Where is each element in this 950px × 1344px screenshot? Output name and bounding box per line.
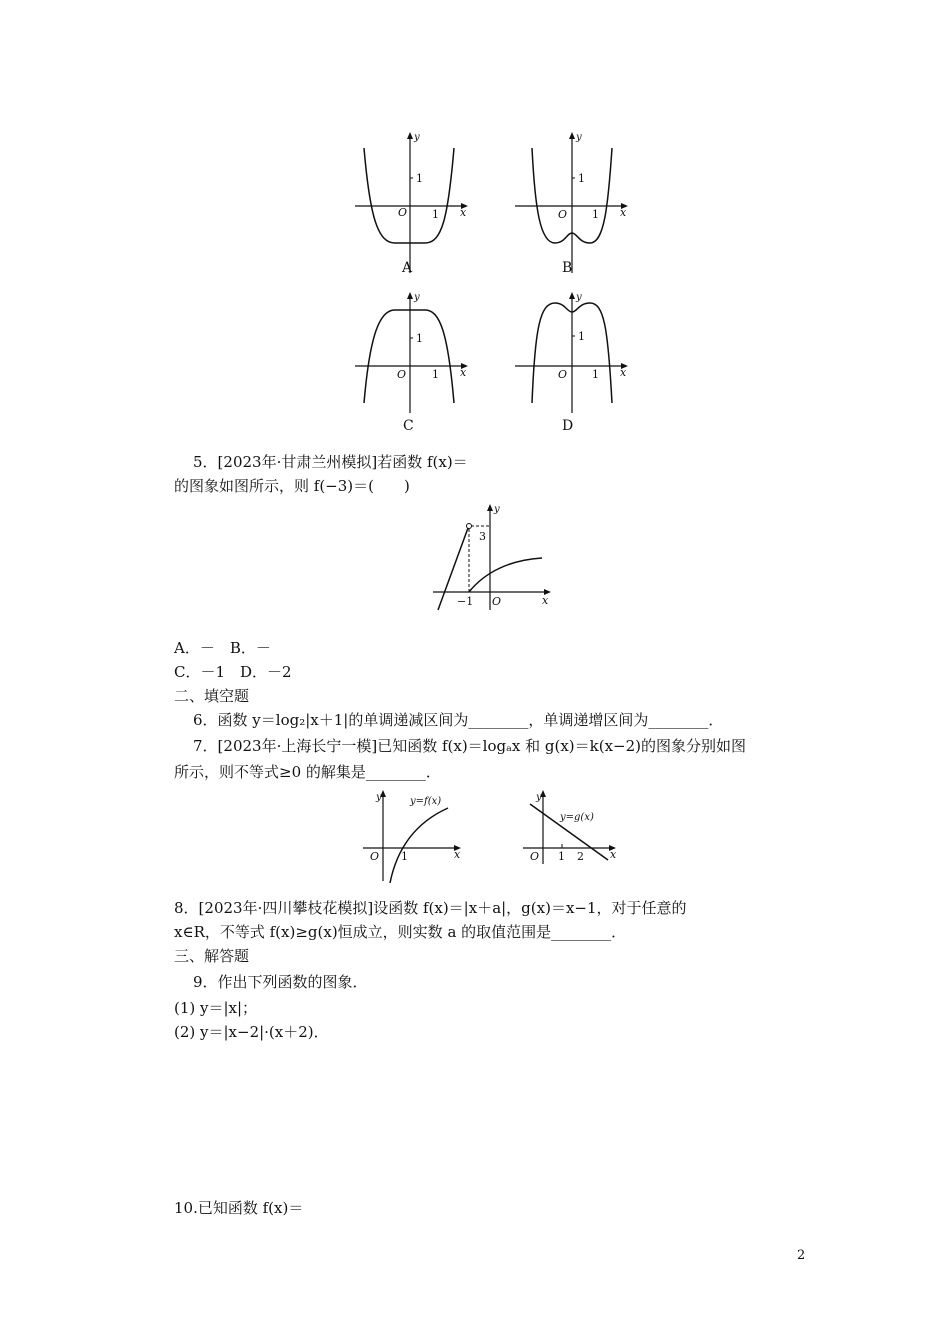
svg-text:O: O (530, 850, 540, 863)
curve (364, 310, 454, 403)
svg-text:O: O (492, 595, 502, 608)
svg-text:O: O (558, 368, 568, 381)
svg-text:y: y (536, 792, 542, 803)
q5-line1: 5．[2023年·甘肃兰州模拟]若函数 f(x)＝ (193, 453, 468, 471)
q5-options-row2: C．－1 D．－2 (174, 663, 292, 681)
y-label: y (414, 132, 420, 143)
option-a-label: A (402, 260, 413, 276)
svg-text:1: 1 (592, 208, 599, 221)
right-branch (469, 558, 542, 592)
tick-1-y: 1 (416, 172, 423, 185)
y-axis-arrow-icon (407, 132, 413, 139)
svg-text:y: y (576, 292, 582, 303)
svg-text:3: 3 (479, 530, 486, 543)
svg-text:1: 1 (401, 850, 408, 863)
svg-text:x: x (454, 848, 461, 861)
svg-text:1: 1 (416, 332, 423, 345)
y-axis-arrow-icon (407, 292, 413, 299)
svg-text:x: x (610, 848, 617, 861)
option-d-label: D (562, 418, 574, 434)
y-axis-arrow-icon (487, 504, 493, 511)
svg-text:2: 2 (577, 850, 584, 863)
svg-text:1: 1 (432, 368, 439, 381)
svg-text:O: O (370, 850, 380, 863)
q5-options-row1: A．－ B．－ (174, 639, 271, 657)
q7-line2: 所示，则不等式≥0 的解集是________． (174, 763, 441, 781)
curve (364, 148, 454, 243)
graph-option-b (510, 128, 640, 278)
q7-graph-f (358, 786, 473, 886)
q7-line1: 7．[2023年·上海长宁一模]已知函数 f(x)＝logₐx 和 g(x)＝k(x−2)的图象分别如图 (193, 737, 747, 755)
q9-part2: (2) y＝|x−2|·(x＋2)． (174, 1023, 329, 1041)
svg-text:y: y (414, 292, 420, 303)
q7-graph-g (518, 786, 628, 866)
section-answer: 三、解答题 (174, 947, 250, 965)
graph-option-a (350, 128, 480, 278)
svg-text:O: O (397, 368, 407, 381)
svg-text:x: x (620, 366, 627, 379)
q9-stem: 9．作出下列函数的图象． (193, 973, 368, 991)
svg-text:x: x (620, 206, 627, 219)
curve-label-g: y=g(x) (560, 812, 594, 823)
curve-f (390, 808, 448, 883)
q6: 6．函数 y＝log₂|x＋1|的单调递减区间为________，单调递增区间为________． (193, 711, 724, 729)
svg-text:1: 1 (558, 850, 565, 863)
section-fill-blank: 二、填空题 (174, 687, 250, 705)
q10: 10.已知函数 f(x)＝ (174, 1199, 304, 1217)
svg-text:x: x (542, 594, 549, 607)
q5-graph (430, 500, 560, 615)
x-label: x (460, 206, 467, 219)
svg-text:1: 1 (578, 172, 585, 185)
y-axis-arrow-icon (569, 132, 575, 139)
curve-label-f: y=f(x) (410, 796, 442, 807)
q9-part1: (1) y＝|x|； (174, 999, 258, 1017)
q8-line1: 8．[2023年·四川攀枝花模拟]设函数 f(x)＝|x＋a|，g(x)＝x−1，对于任意的 (174, 899, 687, 917)
page-number: 2 (797, 1248, 806, 1263)
svg-text:x: x (460, 366, 467, 379)
tick-1-x: 1 (432, 208, 439, 221)
open-point (467, 524, 472, 529)
q5-line2: 的图象如图所示，则 f(−3)＝( ) (174, 477, 410, 495)
graph-option-d (510, 288, 640, 418)
svg-text:1: 1 (578, 330, 585, 343)
svg-text:y: y (494, 504, 500, 515)
svg-text:1: 1 (592, 368, 599, 381)
option-c-label: C (403, 418, 414, 434)
svg-text:−1: −1 (457, 595, 474, 608)
svg-text:O: O (558, 208, 568, 221)
svg-text:y: y (576, 132, 582, 143)
graph-option-c (350, 288, 480, 418)
option-b-label: B (562, 260, 573, 276)
q8-line2: x∈R，不等式 f(x)≥g(x)恒成立，则实数 a 的取值范围是________． (174, 923, 627, 941)
y-axis-arrow-icon (569, 292, 575, 299)
origin-label: O (398, 206, 408, 219)
svg-text:y: y (376, 792, 382, 803)
